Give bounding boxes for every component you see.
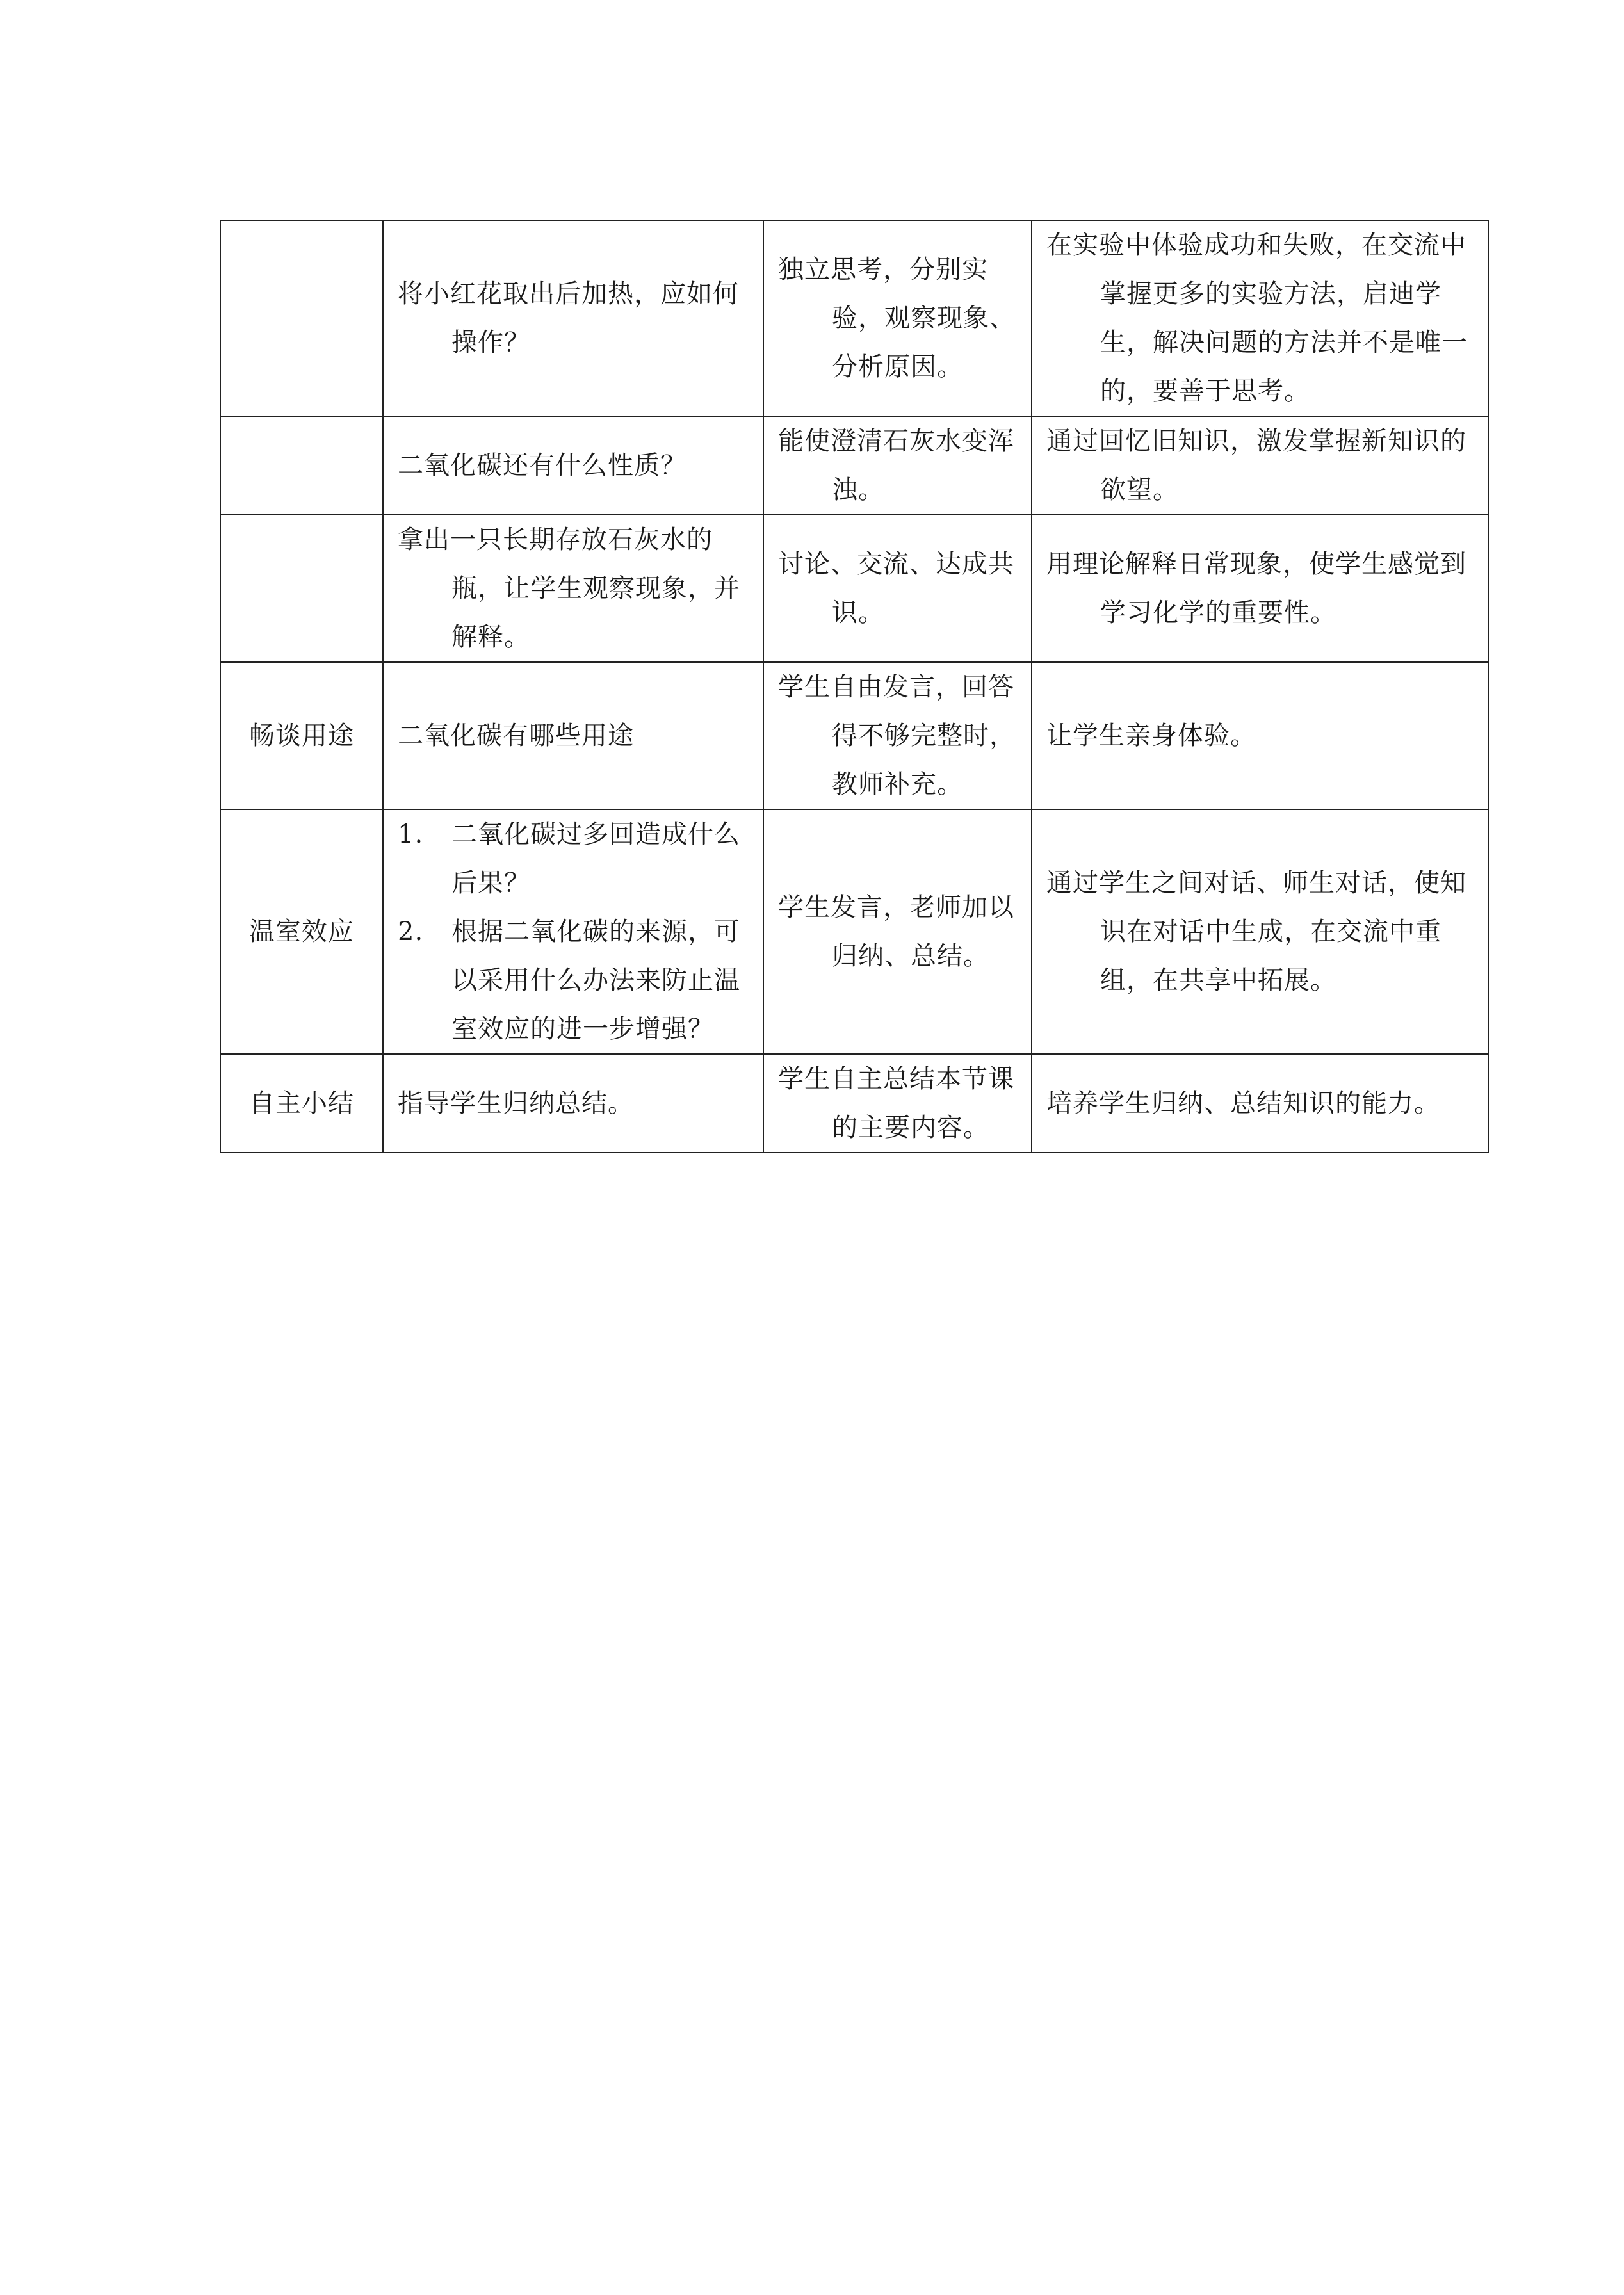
design-intent-text: 让学生亲身体验。 (1046, 721, 1256, 750)
design-intent-text: 通过学生之间对话、师生对话，使知识在对话中生成，在交流中重组，在共享中拓展。 (1046, 868, 1466, 995)
student-activity-text: 能使澄清石灰水变浑浊。 (778, 426, 1014, 505)
list-item-text: 根据二氧化碳的来源，可以采用什么办法来防止温室效应的进一步增强？ (451, 917, 740, 1044)
design-intent-text: 用理论解释日常现象，使学生感觉到学习化学的重要性。 (1046, 549, 1466, 628)
design-intent-text: 通过回忆旧知识，激发掌握新知识的欲望。 (1046, 426, 1466, 505)
lesson-plan-table (220, 220, 1489, 1153)
stage-cell: 自主小结 (220, 1054, 383, 1153)
student-activity-text: 讨论、交流、达成共识。 (778, 549, 1014, 628)
design-intent-cell (1032, 220, 1488, 416)
design-intent-cell (1032, 515, 1488, 662)
table-row (220, 809, 1488, 1054)
teacher-activity-text: 将小红花取出后加热，应如何操作？ (398, 279, 739, 357)
student-activity-cell (763, 515, 1032, 662)
table-row (220, 515, 1488, 662)
student-activity-text: 学生发言，老师加以归纳、总结。 (778, 893, 1014, 971)
student-activity-cell (763, 220, 1032, 416)
stage-cell (220, 515, 383, 662)
list-number: 2. (398, 917, 424, 946)
teacher-activity-cell (383, 220, 763, 416)
stage-cell (220, 220, 383, 416)
teacher-activity-text: 二氧化碳还有什么性质？ (398, 451, 686, 480)
student-activity-text: 独立思考，分别实验，观察现象、分析原因。 (778, 255, 1016, 382)
table-row (220, 220, 1488, 416)
table-row (220, 662, 1488, 809)
design-intent-cell (1032, 416, 1488, 515)
teacher-activity-cell (383, 809, 763, 1054)
design-intent-text: 在实验中体验成功和失败，在交流中掌握更多的实验方法，启迪学生，解决问题的方法并不是唯一的，要善于思考。 (1046, 231, 1468, 406)
stage-cell: 畅谈用途 (220, 662, 383, 809)
teacher-activity-text: 二氧化碳有哪些用途 (398, 721, 634, 750)
teacher-activity-cell (383, 515, 763, 662)
teacher-activity-cell (383, 662, 763, 809)
design-intent-text: 培养学生归纳、总结知识的能力。 (1046, 1089, 1440, 1118)
design-intent-cell (1032, 662, 1488, 809)
student-activity-text: 学生自由发言，回答得不够完整时，教师补充。 (778, 672, 1016, 799)
teacher-activity-text: 指导学生归纳总结。 (398, 1089, 634, 1118)
list-item-text: 二氧化碳过多回造成什么后果？ (451, 820, 740, 898)
student-activity-cell (763, 416, 1032, 515)
list-number: 1. (398, 820, 424, 849)
teacher-activity-cell (383, 416, 763, 515)
table-row (220, 1054, 1488, 1153)
list-item (398, 810, 749, 907)
teacher-activity-cell (383, 1054, 763, 1153)
student-activity-text: 学生自主总结本节课的主要内容。 (778, 1064, 1014, 1142)
question-list (398, 810, 749, 1053)
stage-cell: 温室效应 (220, 809, 383, 1054)
stage-cell (220, 416, 383, 515)
student-activity-cell (763, 662, 1032, 809)
student-activity-cell (763, 809, 1032, 1054)
table-row (220, 416, 1488, 515)
list-item (398, 907, 749, 1053)
student-activity-cell (763, 1054, 1032, 1153)
design-intent-cell (1032, 809, 1488, 1054)
teacher-activity-text: 拿出一只长期存放石灰水的瓶，让学生观察现象，并解释。 (398, 525, 740, 652)
design-intent-cell (1032, 1054, 1488, 1153)
